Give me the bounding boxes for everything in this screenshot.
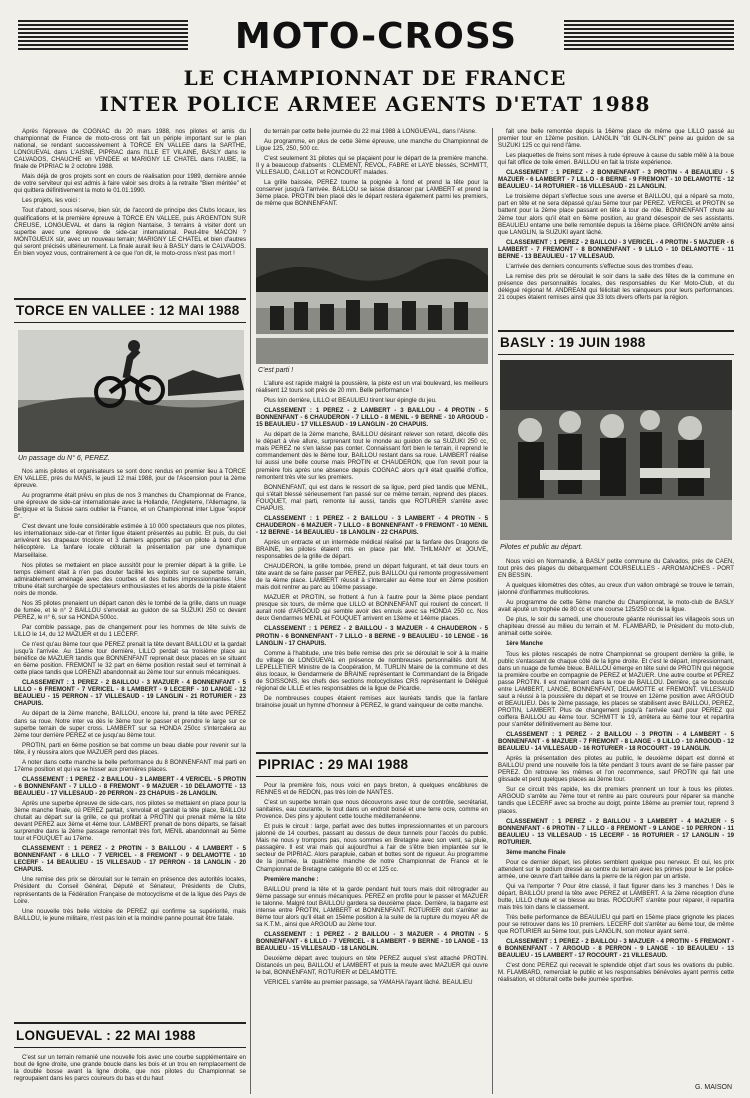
paragraph: Pour ce dernier départ, les pilotes semblent quelque peu nerveux. Et oui, les prix attendent sur le podium dressé au centre du terrain avec les primes pour le 1er police-armée, une œuvre d'art taillée dans la pierre de la région par un artiste. bbox=[498, 858, 734, 880]
paragraph: Au programme était prévu en plus de nos 3 manches du Championnat de France, une épreuve de side-car internationale avec la Hollande, l'Angleterre, l'Allemagne, la Belgique et la Suisse sans oublier la France, et un Championnat inter Ligue "espoir B". bbox=[14, 492, 246, 521]
paragraph: fait une belle remontée depuis la 16ème place de même que LILLO passé au premier tour en 12ème position. LANGLIN "dit GLIN-GLIN" peine au guidon de sa SUZUKI 125 cc qui rend l'âme. bbox=[498, 128, 734, 150]
paragraph: PROTIN, parti en 6ème position se bat comme un beau diable pour revenir sur la tête, il y réussira alors que MAZUER perd des places. bbox=[14, 741, 246, 756]
column-divider bbox=[250, 128, 251, 1094]
paragraph: BAILLOU prend la tête et la garde pendant huit tours mais doit rétrograder au 9ème passage sur ennuis mécaniques. PEREZ en profite pour le passer et MAZUER le talonne. Malgré tout BAILLOU gardera sa deuxième place. Derrière, la bagarre est intense entre PROTIN, LAMBERT et BONNENFANT. ROTURIER doit s'arrêter au 8ème tour alors qu'il était en 15ème position à la suite de la rupture du moyeu AR de sa K.T.M., ainsi que ARGOUD au 2ème tour. bbox=[256, 885, 488, 928]
section-heading-pipriac: PIPRIAC : 29 MAI 1988 bbox=[258, 757, 409, 772]
paragraph: BONNENFANT, qui est dans le ressort de sa ligue, perd pied tandis que MENIL, qui s'était blessé sérieusement l'an passé sur ce même terrain, reprend des places. FOUQUET, mal parti, remonte lui aussi, tandis que ROTURIER s'arrête avec CHAPUIS. bbox=[256, 483, 488, 512]
hatch-decoration-right bbox=[564, 20, 734, 50]
paragraph: C'est seulement 31 pilotes qui se plaçaient pour le départ de la première manche. Il y a beaucoup d'absents : CLEMENT, REVOL, FABRE et LAYE blessés, SCHMITT, VILLESAUD, CAILLOT et RONCOURT malades. bbox=[256, 155, 488, 177]
col2-body2 bbox=[256, 782, 488, 1094]
paragraph: Les projets, les voici : bbox=[22, 197, 81, 205]
paragraph: A quelques kilomètres des côtes, au creux d'un vallon ombragé se trouve le terrain, jalonné d'oriflammes multicolores. bbox=[498, 582, 734, 597]
results-paragraph: CLASSEMENT : 1 PEREZ - 2 BAILLOU - 3 MAZUER - 4 PROTIN - 5 BONNENFANT - 6 LILLO - 7 VERICEL - 8 LAMBERT - 9 BERNE - 10 LANGE - 13 BEAULIEU - 15 VILLESAUD - 18 LANGLIN. bbox=[256, 930, 488, 952]
col3-body bbox=[498, 558, 734, 1080]
paragraph: Le troisième départ s'effectue sous une averse et BAILLOU, qui a réparé sa moto, part en tête et ne sera dépassé qu'au 5ème tour par PEREZ. VERICEL et PROTIN se battent pour la 2ème place passant en tête à tour de rôle. BONNENFANT chute au 2ème tour alors qu'il était en 6ème position, au grand désespoir de ses assistants. BEAULIEU entame une belle remontée depuis la 16ème place. GRIGNON arrête ainsi que LANGLIN, la SUZUKI ayant lâché. bbox=[498, 193, 734, 236]
results-paragraph: CLASSEMENT : 1 PEREZ - 2 BAILLOU - 3 LAMBERT - 4 VERICEL - 5 PROTIN - 6 BONNENFANT - 7 LILLO - 8 FREMONT - 9 MAZUER - 10 DELAMOTTE - 13 BEAULIEU - 17 VILLESAUD - 20 PERRON - 23 CHAPUIS - 26 LANGLIN. bbox=[14, 775, 246, 797]
col3-top bbox=[498, 128, 734, 324]
results-paragraph: CLASSEMENT : 1 PEREZ - 2 BAILLOU - 3 MAZUER - 4 BONNENFANT - 5 LILLO - 6 FREMONT - 7 VERICEL - 8 LAMBERT - 9 LECERF - 10 LANGE - 12 BEAULIEU - 15 PERRON - 17 VILLESAUD - 19 LANGLIN - 21 ROTURIER - 23 CHAPUIS. bbox=[14, 679, 246, 708]
paragraph: MAZUER et PROTIN, se frottent à l'un à l'autre pour la 3ème place pendant presque six tours, de même que LILLO et BONNENFANT qui roulent de concert. Il aurait noté d'ARGOUD qui semble avoir des ennuis avec sa HONDA 250 cc. Nos deux Gendarmes MENIL et FOUQUET arrivent en 13ème et 14ème places. bbox=[256, 594, 488, 623]
paragraph: Par comble passage, pas de changement pour les hommes de tête suivis de LILLO le 14, du 12 MAZUER et du 1 LECERF. bbox=[14, 623, 246, 638]
paragraph: Les plaquettes de freins sont mises à rude épreuve à cause du sable mêlé à la boue qui fait office de toile émeri. BAILLOU en fait la triste expérience. bbox=[498, 152, 734, 167]
photo-caption: C'est parti ! bbox=[258, 367, 294, 374]
results-paragraph: CLASSEMENT : 1 PEREZ - 2 BAILLOU - 3 LAMBERT - 4 MAZUER - 5 BONNENFANT - 6 PROTIN - 7 LILLO - 8 FREMONT - 9 LANGE - 10 PERRON - 11 BEAULIEU - 13 VILLESAUD - 15 LECERF - 16 ROTURIER - 17 LANGLIN - 19 ROTURIER. bbox=[498, 817, 734, 846]
paragraph: Après une superbe épreuve de side-cars, nos pilotes se mettaient en place pour la 3ème manche finale, où PEREZ partait, s'envolait et gardait la tête place, BAILLOU chutait au départ sur la grille, ce qui profitait à PROTIN qui prenait même la tête devant PEREZ aux 3ème et 4ème tour. LAMBERT prenait de bons départs, se faisait surprendre dans la 2ème passage remontait très fort, MENIL abandonnait au 5ème tour et FOUQUET au 17ème. bbox=[14, 799, 246, 843]
section-rule bbox=[498, 354, 734, 355]
subheading: Première manche : bbox=[264, 875, 319, 883]
paragraph: Nous voici en Normandie, à BASLY petite commune du Calvados, près de CAEN, tout près des plages du débarquement COURSEULLES - ARROMANCHES - PORT EN BESSIN. bbox=[498, 558, 734, 580]
paragraph: C'est un superbe terrain que nous découvrons avec tour de contrôle, secrétariat, sanitaires, eau courante, le tout dans un endroit boisé et une terre ocre, comme en Provence. Des pins y ajoutent cette touche méditerranéenne. bbox=[256, 799, 488, 821]
paragraph: L'allure est rapide malgré la poussière, la piste est un vrai boulevard, les meilleurs réalisent 12 tours soit près de 20 mm. Belle performance ! bbox=[256, 380, 488, 395]
column-divider bbox=[492, 128, 493, 1094]
results-paragraph: CLASSEMENT : 1 PEREZ - 2 PROTIN - 3 BAILLOU - 4 LAMBERT - 5 BONNENFANT - 6 LILLO - 7 VERICEL - 8 FREMONT - 9 DELAMOTTE - 10 LECERF - 14 BEAULIEU - 15 VILLESAUD - 17 PERRON - 18 LANGLIN - 20 CHAPUIS. bbox=[14, 845, 246, 874]
paragraph: A noter dans cette manche la belle performance du 8 BONNENFANT mal parti en 17ème position et qui va se hisser aux premières places. bbox=[14, 758, 246, 773]
col1-intro bbox=[14, 128, 246, 288]
paragraph: De plus, le soir du samedi, une choucroute géante réunissait les villageois sous un chapiteau dressé au milieu du terrain et M. FLAMBARD, le Président du moto-club, animait cette soirée. bbox=[498, 616, 734, 638]
paragraph: Au départ de la 2ème manche, BAILLOU désirant relever son retard, décolle dès le départ à vive allure, surprenant tout le monde au guidon de sa SUZUKI 250 cc, mais PEREZ ne s'en laisse pas conter. Connaissant fort bien le terrain, il reprend le commandement dès le 8ème tour, BAILLOU restant dans sa roue. LAMBERT réalise lui aussi une belle course mais PROTIN et CHAUDERON, que l'on revoit pour la première fois après une absence depuis COGNAC alors qu'il était qualifié d'office, remontent très vite sur les premiers. bbox=[256, 431, 488, 481]
paragraph: Au programme de cette 5ème manche du Championnat, le moto-club de BASLY avait ajouté un trophée de 80 cc et une course 125/250 cc de la ligue. bbox=[498, 599, 734, 614]
section-rule bbox=[256, 776, 488, 777]
paragraph: C'est devant une foule considérable estimée à 10 000 spectateurs que nos pilotes, les internationaux side-car et l'inter ligue étaient présentés au public. Et puis, du ciel arrivèrent les drapeaux tricolore et 3 damiers apportés par un pilote à bord d'un hélicoptère. La fanfare locale clôturait la présentation par une dynamique Marseillaise. bbox=[14, 523, 246, 559]
paragraph: Nos pilotes se mettaient en place aussitôt pour le premier départ à la grille. Le temps clément était à n'en pas douter facilité les exploits sur ce superbe terrain, admirablement aménagé avec des courbes et des buttes impressionnantes. Une tribune était surchargée de spectateurs enthousiastes et les abords de la piste étaient noirs de monde. bbox=[14, 561, 246, 597]
photo-start-line bbox=[256, 248, 488, 364]
subheading: 3ème manche Finale bbox=[506, 848, 566, 856]
section-rule bbox=[498, 330, 734, 332]
section-rule bbox=[14, 1047, 246, 1048]
paragraph: C'est sur un terrain remanié une nouvelle fois avec une courbe supplémentaire en bout de ligne droite, une grande boucle dans les bois et un trou en remplacement de la double bosse avant la ligne droite, que nos pilotes du Championnat se regroupaient dans les parcs coureurs du bas et du haut bbox=[14, 1054, 246, 1083]
paragraph: De nombreuses coupes étaient remises aux lauréats tandis que la fanfare brainoise jouait un hymne d'honneur à PEREZ, le grand vainqueur de cette manche. bbox=[256, 694, 488, 709]
results-paragraph: CLASSEMENT : 1 PEREZ - 2 BAILLOU - 3 VERICEL - 4 PROTIN - 5 MAZUER - 6 LAMBERT - 7 FREMONT - 8 BONNENFANT - 9 LILLO - 10 DELAMOTTE - 11 BERNE - 13 BEAULIEU - 17 VILLESAUD. bbox=[498, 238, 734, 260]
paragraph: Deuxième départ avec toujours en tête PEREZ auquel s'est attaché PROTIN. Distancés un peu, BAILLOU et LAMBERT et puis la meute avec MAZUER qui ouvre le bal, BONNENFANT, ROTURIER et DELAMOTTE. bbox=[256, 955, 488, 977]
section-rule bbox=[14, 322, 246, 323]
paragraph: Très belle performance de BEAULIEU qui parti en 15ème place grignote les places pour se retrouver dans les 10 premiers. LECERF doit s'arrêter au 6ème tour, de même que ROTURIER au 5ème tour, puis LANGLIN, son moteur ayant serré. bbox=[498, 914, 734, 936]
paragraph: C'est donc PEREZ qui recevait le splendide objet d'art sous les ovations du public. M. FLAMBARD, remerciait le public et les responsables bénévoles ayant permis cette réalisation, et clôturait cette belle journée sportive. bbox=[498, 962, 734, 984]
paragraph: Après l'épreuve de COGNAC du 20 mars 1988, nos pilotes et amis du championnat de France de moto-cross ont fait un périple important sur le plan national, se rendant successivement à TORCE EN VALLEE dans la SARTHE, LONGUEVAL dans L'AISNE, PIPRIAC dans l'ILLE ET VILAINE, BASLY dans le CALVADOS, CHAUCHE en VENDEE et MARIGNY LE CHATEL dans l'AUBE, la finale de PIPRIAC le 2 octobre 1988. bbox=[14, 128, 246, 171]
paragraph: La remise des prix se déroulait le soir dans la salle des fêtes de la commune en présence des personnalités locales, des responsables du Ker Moto-Club, et du délégué régional M. ANDREANI qui félicitait les vainqueurs pour leurs performances. 21 coupes étaient remises ainsi que 33 lots divers offerts par la région. bbox=[498, 272, 734, 301]
headline-line-1: LE CHAMPIONNAT DE FRANCE bbox=[183, 66, 567, 90]
paragraph: Pour la première fois, nous voici en pays breton, à quelques encâblures de RENNES et de REDON, pas très loin de NANTES. bbox=[256, 782, 488, 797]
section-rule bbox=[256, 752, 488, 754]
paragraph: du terrain par cette belle journée du 22 mai 1988 à LONGUEVAL, dans l'Aisne. bbox=[264, 128, 477, 135]
results-paragraph: CLASSEMENT : 1 PEREZ - 2 BAILLOU - 3 PROTIN - 4 LAMBERT - 5 BONNENFANT - 6 MAZUER - 7 FREMONT - 8 LANGE - 9 LILLO - 10 ARGOUD - 12 BEAULIEU - 14 VILLESAUD - 16 ROTURIER - 18 ROCOURT - 19 LANGLIN. bbox=[498, 731, 734, 753]
photo-caption: Pilotes et public au départ. bbox=[500, 544, 583, 551]
paragraph: CHAUDERON, la grille tombée, prend un départ fulgurant, et tait deux tours en tête avant de se faire passer par PEREZ, puis BAILLOU qui remonte progressivement de la 4ème place. LAMBERT réussit à s'intercaler au 4ème tour en 2ème position mais doit rentrer au parc au 10ème passage. bbox=[256, 563, 488, 592]
photo-pilots-public bbox=[500, 360, 732, 540]
paragraph: VERICEL s'arrête au premier passage, sa YAMAHA l'ayant lâché. BEAULIEU bbox=[264, 979, 473, 987]
paragraph: L'arrivée des derniers concurrents s'effectue sous des trombes d'eau. bbox=[506, 262, 694, 270]
section-heading-torce: TORCE EN VALLEE : 12 MAI 1988 bbox=[16, 303, 240, 318]
paragraph: Une remise des prix se déroulait sur le terrain en présence des autorités locales, Président du Conseil Général, Député et Sénateur, Présidents de Clubs, représentants de la Fédération Française de motocyclisme et de la ligue des Pays de Loire. bbox=[14, 876, 246, 905]
paragraph: Mais déjà de gros projets sont en cours de réalisation pour 1989, dernière année de votre serviteur qui est admis à faire valoir ses droits à la retraite "Bien méritée" et qui quittera définitivement la moto le 01.01.1990. bbox=[14, 173, 246, 195]
col1-body2 bbox=[14, 1054, 246, 1094]
paragraph: Comme à l'habitude, une très belle remise des prix se déroulait le soir à la mairie du village de LONGUEVAL en présence de nombreuses personnalités dont M. LEPELLETIER Ministre de la Coopération, M. TURLIN Maire de la commune et des élus locaux, le Gendarmerie de BRAINE représentant le Commandant de la Brigade de SOISSONS, les chefs des sections motocyclistes CRS représentant le Délégué régional de LILLE et les responsables de la ligue de Picardie. bbox=[256, 649, 488, 692]
results-paragraph: CLASSEMENT : 1 PEREZ - 2 BONNENFANT - 3 PROTIN - 4 BEAULIEU - 5 MAZUER - 6 LAMBERT - 7 LILLO - 8 BERNE - 9 FREMONT - 10 DELAMOTTE - 12 BEAULIEU - 14 ROTURIER - 16 VILLESAUD - 21 LANGLIN. bbox=[498, 169, 734, 191]
photo-perez-jump bbox=[18, 330, 244, 452]
results-paragraph: CLASSEMENT : 1 PEREZ - 2 LAMBERT - 3 BAILLOU - 4 PROTIN - 5 BONNENFANT - 6 CHAUDERON - 7 LILLO - 8 MENIL - 9 BERNE - 10 ARGOUD - 15 BEAULIEU - 17 VILLESAUD - 19 LANGLIN - 20 CHAPUIS. bbox=[256, 407, 488, 429]
photo-caption: Un passage du N° 6, PEREZ. bbox=[18, 455, 110, 462]
paragraph: Tout d'abord, sous réserve, bien sûr, de l'accord de principe des Clubs locaux, les qualifications et la première épreuve à TORCE EN VALLEE, puis ARGENTON SUR CREUSE, LONGUEVAL et dans la région Nantaise, 3 terrains à visiter dont un superbe avec une épreuve de side-car international. Peut-être MACON ? MONTGUEUX sûr, avec un nouveau terrain; MARIGNY LE CHATEL et bien d'autres qui seront précisés ultérieurement. La finale aurait lieu à BASLY dans le CALVADOS. En bien voyez vous, contrairement à ce que l'on dit, le moto-cross n'est pas mort ! bbox=[14, 207, 246, 257]
paragraph: Nos 35 pilotes prenaient un départ canon dès le tombé de la grille, dans un nuage de fumée, et le n° 2 BAILLOU s'envolait au guidon de sa SUZUKI 250 cc devant PEREZ, le n° 6, sur sa HONDA 500cc. bbox=[14, 599, 246, 621]
results-paragraph: CLASSEMENT : 1 PEREZ - 2 BAILLOU - 3 MAZUER - 4 CHAUDERON - 5 PROTIN - 6 BONNENFANT - 7 LILLO - 8 BERNE - 9 BEAULIEU - 10 LENGE - 16 LANGLIN - 17 CHAPUIS. bbox=[256, 625, 488, 647]
paragraph: La grille baissée, PEREZ tourne la poignée à fond et prend la tête pour la conserver jusqu'à l'arrivée. BAILLOU se laisse distancer par LAMBERT et prend la 3ème place. PROTIN bien placé dès le départ restera également parmi les premiers, de même que BONNENFANT. bbox=[256, 179, 488, 208]
paragraph: Plus loin derrière, LILLO et BEAULIEU tirent leur épingle du jeu. bbox=[264, 397, 437, 405]
section-heading-basly: BASLY : 19 JUIN 1988 bbox=[500, 335, 646, 350]
paragraph: Et puis le circuit : large, parfait avec des buttes impressionnantes et un parcours jalonné de 14 courbes, passant au dessus de deux tunnels pour l'accès du public. Mais ne nous y trompons pas, nous sommes en Bretagne avec son vent, sa pluie, passagère. Il est vrai mais qui aujourd'hui a l'air de s'être bien implantée sur le secteur de PIPRIAC. Alors parapluie, caban et bottes sont de rigueur. Au programme de la journée, la quatrième manche de notre Championnat de France et le Championnat de Bretagne catégorie 80 cc et 125 cc. bbox=[256, 823, 488, 873]
paragraph: Tous les pilotes rescapés de notre Championnat se groupent derrière la grille, le public s'entassant de chaque côté de la ligne droite. Et c'est le départ, impressionnant, dans un nuage de fumée bleue. BAILLOU émerge en tête suivi de PROTIN qui négocie la première courbe en compagnie de PEREZ et MAZUER. Une autre courbe et PEREZ passe PROTIN. Il est maintenant dans la roue de BAILLOU. Derrière, ça se bouscule entre LAMBERT, LANGE, BONNENFANT, DELAMOTTE et FREMONT. VILLESAUD saut a réussi à la poussière du départ et se trouve en 12ème position avec ARGOUD et BEAULIEU. Dès le 2ème passage, les places se stabilisent avec BAILLOU, PEREZ, PROTIN, LAMBERT. Plus de changement jusqu'à l'arrivée sauf pour PEREZ qui coiffera BAILLOU au 4ème tour. SCHMITT le 19, arrêtera au 6ème tour et repartira pour s'arrêter définitivement au 8ème tour. bbox=[498, 650, 734, 728]
section-title: MOTO-CROSS bbox=[188, 14, 564, 58]
col2-top bbox=[256, 128, 488, 244]
subheading: 1ère Manche bbox=[506, 640, 543, 648]
paragraph: Sur ce circuit très rapide, les dix premiers prennent un tour à tous les pilotes. ARGOUD s'arrête au 7ème tour et rentre au parc coureurs pour réparer sa manche tandis que LECERF avec sa broche au doigt, pointe 18ème au premier tour, reprend 3 places. bbox=[498, 786, 734, 815]
results-paragraph: CLASSEMENT : 1 PEREZ - 2 BAILLOU - 3 LAMBERT - 4 PROTIN - 5 CHAUDERON - 6 MAZUER - 7 LILLO - 8 BONNENFANT - 9 FREMONT - 10 MENIL - 12 BERNE - 14 BEAULIEU - 18 LANGLIN - 22 CHAPUIS. bbox=[256, 514, 488, 536]
paragraph: Au départ de la 2ème manche, BAILLOU, encore lui, prend la tête avec PEREZ dans sa roue. Notre inter va dès le 3ème tour le passer et prendre le large sur ce superbe terrain de super cross. LAMBERT sur sa HONDA 250cc s'intercalera au 2ème tour derrière PEREZ et ce jusqu'au 8ème tour. bbox=[14, 710, 246, 739]
paragraph: Nos amis pilotes et organisateurs se sont donc rendus en premier lieu à TORCE EN VALLEE, près du MANS, le jeudi 12 mai 1988, jour de l'Ascension pour la 2ème épreuve. bbox=[14, 468, 246, 490]
section-heading-longueval: LONGUEVAL : 22 MAI 1988 bbox=[16, 1028, 196, 1043]
paragraph: Après la présentation des pilotes au public, le deuxième départ est donné et BAILLOU prend une nouvelle fois la tête pendant 3 tours avant de se faire passer par PEREZ. On retrouve les mêmes et l'on recommence, sauf PROTIN qui fait une glissade et perd quelques places au 3ème tour. bbox=[498, 755, 734, 784]
paragraph: Une nouvelle très belle victoire de PEREZ qui confirme sa supériorité, mais BAILLOU, le jeune militaire, n'est pas loin et la moindre panne pourrait être fatale. bbox=[14, 907, 246, 922]
col1-body bbox=[14, 468, 246, 1016]
author-signature: G. MAISON bbox=[695, 1084, 732, 1091]
col2-body bbox=[256, 380, 488, 748]
section-banner bbox=[18, 14, 734, 58]
hatch-decoration-left bbox=[18, 20, 188, 50]
paragraph: Ce n'est qu'au 8ème tour que PEREZ prenait la tête devant BAILLOU et la gardait jusqu'à l'arrivée. Au 11ème tour dernière, LILLO perdait sa troisième place au bénéfice de MAZUER tandis que BONNENFANT reprenait deux places en se situant en 6ème position. FREMONT le 32 part en 6ème position restait seul et terminait à cette place tandis que LORENZI abandonnait au 2ème tour sur ennuis mécaniques. bbox=[14, 641, 246, 677]
results-paragraph: CLASSEMENT : 1 PEREZ - 2 BAILLOU - 3 MAZUER - 4 PROTIN - 5 FREMONT - 6 BONNENFANT - 7 ARGOUD - 8 PERRON - 9 LANGE - 10 BEAULIEU - 13 BEAULIEU - 15 LAMBERT - 17 ROCOURT - 21 VILLESAUD. bbox=[498, 938, 734, 960]
paragraph: Au programme, en plus de cette 3ème épreuve, une manche du Championnat de Ligue 125, 250, 500 cc. bbox=[256, 138, 488, 153]
paragraph: Après un entracte et un intermède médical réalisé par la fanfare des Dragons de BRAINE, les pilotes étaient mis en place par MM. THILMANY et JOUVE, responsables de la grille de départ. bbox=[256, 538, 488, 561]
section-rule bbox=[14, 1022, 246, 1024]
headline-line-2: INTER POLICE ARMEE AGENTS D'ETAT 1988 bbox=[99, 92, 651, 116]
section-rule bbox=[14, 298, 246, 300]
paragraph: Qui va l'emporter ? Pour être classé, il faut figurer dans les 3 manches ! Dès le départ, BAILLOU prend la tête avec PEREZ et LAMBERT. A la 2ème réception d'une butte, LILLO chute et se blesse au bras. ROCOURT s'arrête pour réparer, il repartira mais très loin dans le classement. bbox=[498, 882, 734, 912]
